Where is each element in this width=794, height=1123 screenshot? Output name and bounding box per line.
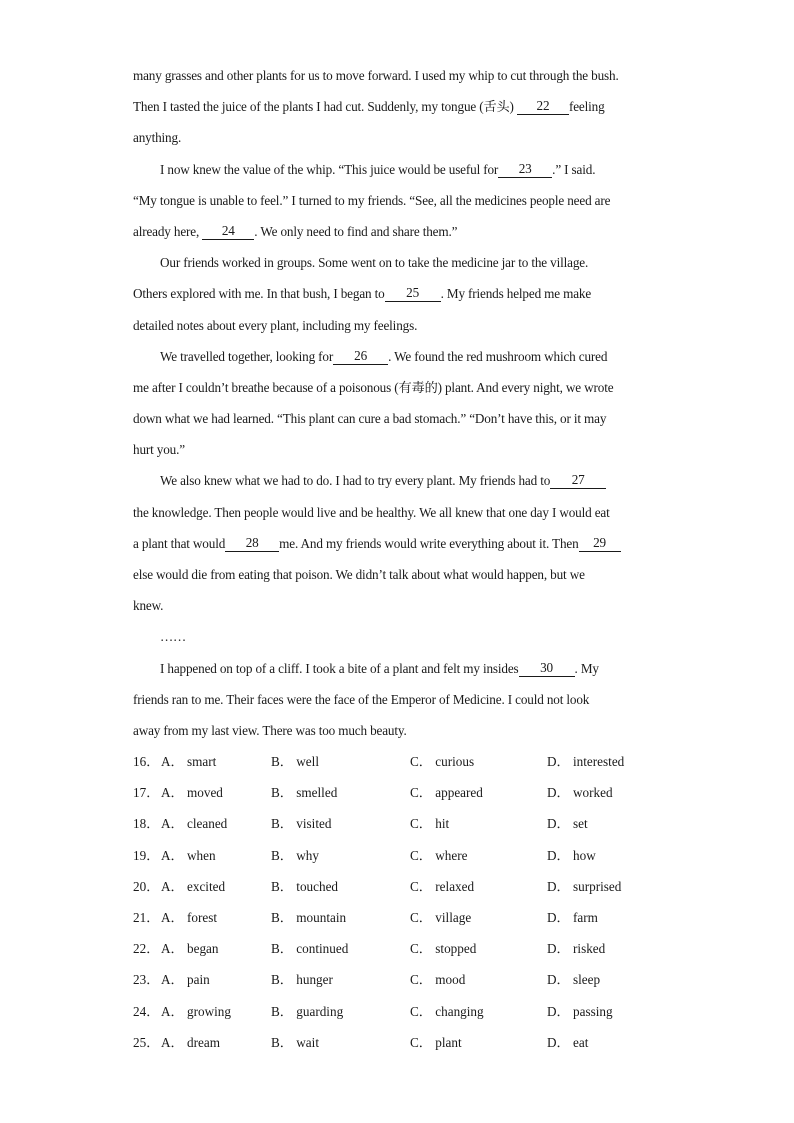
passage-line: friends ran to me. Their faces were the face of the Emperor of Medicine. I could not look bbox=[133, 691, 590, 707]
passage-line: knew. bbox=[133, 598, 164, 614]
passage-text: .” I said. bbox=[552, 161, 596, 177]
option-a: A． forest bbox=[161, 909, 218, 925]
question-row bbox=[133, 906, 673, 937]
option-d: D． how bbox=[547, 847, 596, 863]
passage-text: I happened on top of a cliff. I took a bite of a plant and felt my insides bbox=[160, 660, 519, 676]
blank-22: 22 bbox=[517, 98, 569, 115]
option-c: C． where bbox=[410, 847, 468, 863]
option-a: A． cleaned bbox=[161, 816, 228, 832]
blank-23: 23 bbox=[498, 161, 552, 178]
question-number: 20． bbox=[133, 878, 160, 894]
passage-line bbox=[133, 158, 673, 189]
option-b: B． well bbox=[271, 754, 319, 769]
option-b: B． continued bbox=[271, 941, 349, 957]
question-number: 24． bbox=[133, 1003, 160, 1019]
option-b: B． hunger bbox=[271, 972, 333, 988]
passage-line: down what we had learned. “This plant can cure a bad stomach.” “Don’t have this, or it may bbox=[133, 411, 607, 427]
option-b: B． guarding bbox=[271, 1003, 344, 1019]
question-row bbox=[133, 937, 673, 968]
blank-29: 29 bbox=[579, 535, 621, 552]
option-d: D． surprised bbox=[547, 878, 622, 894]
question-row bbox=[133, 1000, 673, 1031]
question-number: 21． bbox=[133, 909, 160, 925]
passage-line: detailed notes about every plant, including my feelings. bbox=[133, 317, 418, 333]
question-row bbox=[133, 1031, 673, 1062]
passage-line: anything. bbox=[133, 130, 182, 146]
passage-text: a plant that would bbox=[133, 535, 226, 551]
passage-text: I now knew the value of the whip. “This juice would be useful for bbox=[160, 161, 499, 177]
option-a: A． smart bbox=[161, 754, 217, 769]
question-row bbox=[133, 875, 673, 906]
passage-line bbox=[133, 469, 673, 500]
question-row bbox=[133, 812, 673, 843]
passage-text: me. And my friends would write everything about it. Then bbox=[279, 535, 579, 551]
option-c: C． plant bbox=[410, 1034, 462, 1050]
question-number: 22． bbox=[133, 941, 160, 957]
passage-line: away from my last view. There was too much beauty. bbox=[133, 722, 407, 738]
passage-text: Others explored with me. In that bush, I began to bbox=[133, 286, 385, 302]
passage-line: hurt you.” bbox=[133, 442, 185, 458]
passage-line bbox=[133, 282, 673, 313]
option-d: D． worked bbox=[547, 785, 613, 801]
passage-text: already here, bbox=[133, 223, 203, 239]
blank-26: 26 bbox=[333, 348, 388, 365]
question-number: 17． bbox=[133, 785, 160, 801]
option-b: B． touched bbox=[271, 878, 339, 894]
passage-text: . My bbox=[574, 660, 599, 676]
option-d: D． sleep bbox=[547, 972, 601, 988]
passage-text: . My friends helped me make bbox=[440, 286, 592, 302]
ellipsis-line: …… bbox=[160, 629, 187, 645]
question-row bbox=[133, 750, 673, 781]
passage-text: We also knew what we had to do. I had to try every plant. My friends had to bbox=[160, 473, 551, 489]
option-d: D． interested bbox=[547, 754, 625, 769]
option-b: B． wait bbox=[271, 1034, 319, 1050]
option-c: C． changing bbox=[410, 1003, 484, 1019]
question-row bbox=[133, 844, 673, 875]
passage-line bbox=[133, 657, 673, 688]
passage-line: the knowledge. Then people would live and be healthy. We all knew that one day I would eat bbox=[133, 504, 610, 520]
passage-text: . We found the red mushroom which cured bbox=[388, 348, 608, 364]
option-c: C． relaxed bbox=[410, 878, 475, 894]
option-b: B． visited bbox=[271, 816, 332, 832]
reading-passage bbox=[133, 64, 673, 750]
option-a: A． began bbox=[161, 941, 219, 957]
option-d: D． eat bbox=[547, 1034, 589, 1050]
option-d: D． set bbox=[547, 816, 588, 832]
blank-27: 27 bbox=[550, 472, 606, 489]
option-c: C． curious bbox=[410, 754, 475, 769]
question-number: 18． bbox=[133, 816, 160, 832]
option-c: C． appeared bbox=[410, 785, 483, 801]
passage-text: feeling bbox=[568, 99, 605, 115]
passage-line: else would die from eating that poison. We didn’t talk about what would happen, but we bbox=[133, 567, 585, 582]
blank-25: 25 bbox=[385, 285, 441, 302]
passage-line: “My tongue is unable to feel.” I turned to my friends. “See, all the medicines people need are bbox=[133, 192, 611, 208]
blank-30: 30 bbox=[519, 660, 575, 677]
question-number: 23． bbox=[133, 972, 160, 988]
option-c: C． hit bbox=[410, 816, 450, 832]
option-c: C． mood bbox=[410, 972, 466, 988]
question-row bbox=[133, 781, 673, 812]
passage-line bbox=[133, 345, 673, 376]
option-b: B． mountain bbox=[271, 909, 347, 925]
passage-text: . We only need to find and share them.” bbox=[254, 223, 458, 239]
option-a: A． excited bbox=[161, 878, 226, 894]
answer-options bbox=[133, 750, 673, 1062]
option-d: D． farm bbox=[547, 909, 598, 925]
question-row bbox=[133, 968, 673, 999]
option-a: A． growing bbox=[161, 1003, 231, 1019]
blank-28: 28 bbox=[225, 535, 279, 552]
question-number: 16． bbox=[133, 754, 160, 769]
passage-line: me after I couldn’t breathe because of a poisonous (有毒的) plant. And every night, we wrote bbox=[133, 379, 614, 395]
passage-text: Then I tasted the juice of the plants I had cut. Suddenly, my tongue (舌头) bbox=[133, 99, 517, 115]
option-a: A． pain bbox=[161, 972, 210, 988]
option-b: B． smelled bbox=[271, 785, 338, 801]
option-c: C． village bbox=[410, 909, 472, 925]
passage-line bbox=[133, 220, 673, 251]
option-b: B． why bbox=[271, 847, 319, 863]
passage-text: We travelled together, looking for bbox=[160, 348, 334, 364]
option-c: C． stopped bbox=[410, 941, 477, 957]
passage-line bbox=[133, 95, 673, 126]
option-a: A． moved bbox=[161, 785, 223, 801]
passage-line: many grasses and other plants for us to move forward. I used my whip to cut through the bush. bbox=[133, 68, 619, 83]
option-d: D． passing bbox=[547, 1003, 613, 1019]
passage-line bbox=[133, 532, 673, 563]
option-a: A． dream bbox=[161, 1034, 220, 1050]
option-a: A． when bbox=[161, 847, 216, 863]
passage-line: Our friends worked in groups. Some went on to take the medicine jar to the village. bbox=[160, 255, 589, 271]
question-number: 25． bbox=[133, 1034, 160, 1050]
blank-24: 24 bbox=[202, 223, 254, 240]
question-number: 19． bbox=[133, 847, 160, 863]
option-d: D． risked bbox=[547, 941, 606, 957]
